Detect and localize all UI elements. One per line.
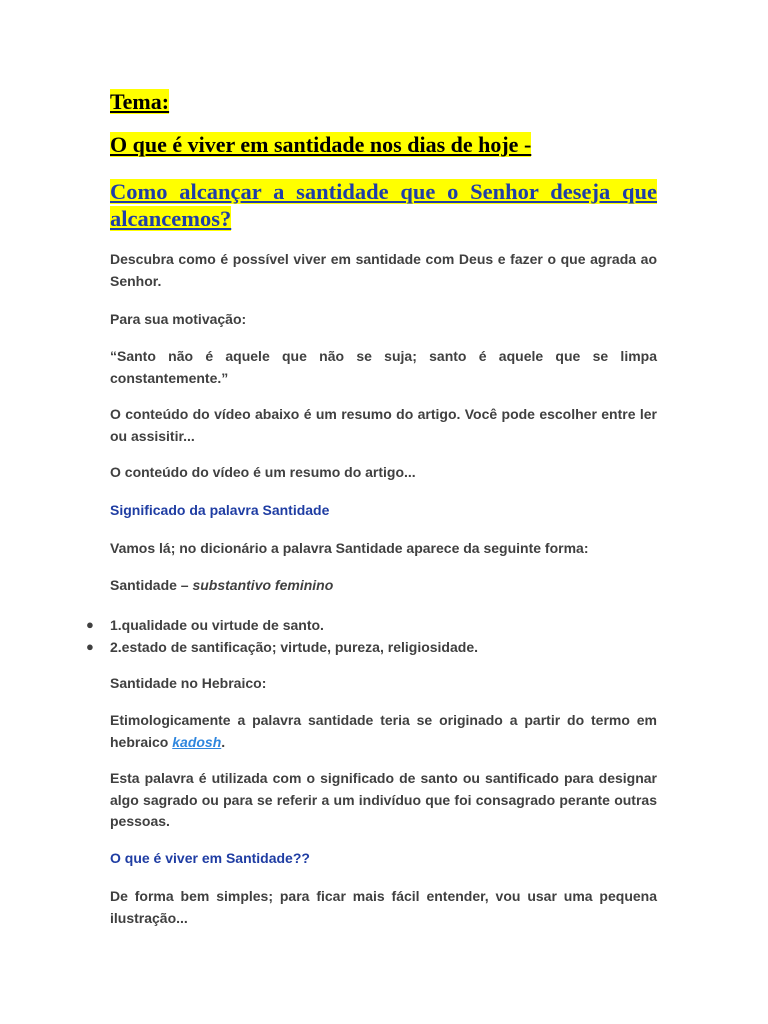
- video-summary-short: O conteúdo do vídeo é um resumo do artigo...: [110, 464, 416, 480]
- video-summary-paragraph: O conteúdo do vídeo abaixo é um resumo do artigo. Você pode escolher entre ler ou assisitir...: [110, 406, 657, 444]
- quote-paragraph: “Santo não é aquele que não se suja; santo é aquele que se limpa constantemente.”: [110, 348, 657, 386]
- illustration-paragraph: De forma bem simples; para ficar mais fácil entender, vou usar uma pequena ilustração...: [110, 888, 657, 926]
- page-subtitle: Como alcançar a santidade que o Senhor deseja que alcancemos?: [110, 179, 657, 231]
- list-item: ● 1.qualidade ou virtude de santo.: [110, 614, 657, 636]
- definition-line: [110, 575, 657, 597]
- definition-class: substantivo feminino: [192, 577, 334, 593]
- definition-term: Santidade –: [110, 577, 193, 593]
- bullet-icon: ●: [86, 639, 94, 654]
- motivation-label: Para sua motivação:: [110, 311, 247, 327]
- page-title: O que é viver em santidade nos dias de hoje -: [110, 132, 532, 157]
- definition-list: [86, 614, 657, 658]
- dictionary-intro: Vamos lá; no dicionário a palavra Santidade aparece da seguinte forma:: [110, 540, 589, 556]
- intro-paragraph: Descubra como é possível viver em santidade com Deus e fazer o que agrada ao Senhor.: [110, 251, 657, 289]
- section-heading-significado: Significado da palavra Santidade: [110, 502, 330, 518]
- section-heading-viver: O que é viver em Santidade??: [110, 850, 310, 866]
- list-item: ● 2.estado de santificação; virtude, pureza, religiosidade.: [110, 636, 657, 658]
- theme-label: Tema:: [110, 89, 170, 114]
- bullet-icon: ●: [86, 617, 94, 632]
- kadosh-link[interactable]: kadosh: [172, 733, 222, 750]
- meaning-paragraph: Esta palavra é utilizada com o significado de santo ou santificado para designar algo sagrado ou para se referir a um indivíduo que foi consagrado perante outras pessoas.: [110, 770, 657, 829]
- etymology-paragraph: Etimologicamente a palavra santidade teria se originado a partir do termo em hebraico kadosh.: [110, 712, 657, 750]
- hebrew-label: Santidade no Hebraico:: [110, 675, 267, 691]
